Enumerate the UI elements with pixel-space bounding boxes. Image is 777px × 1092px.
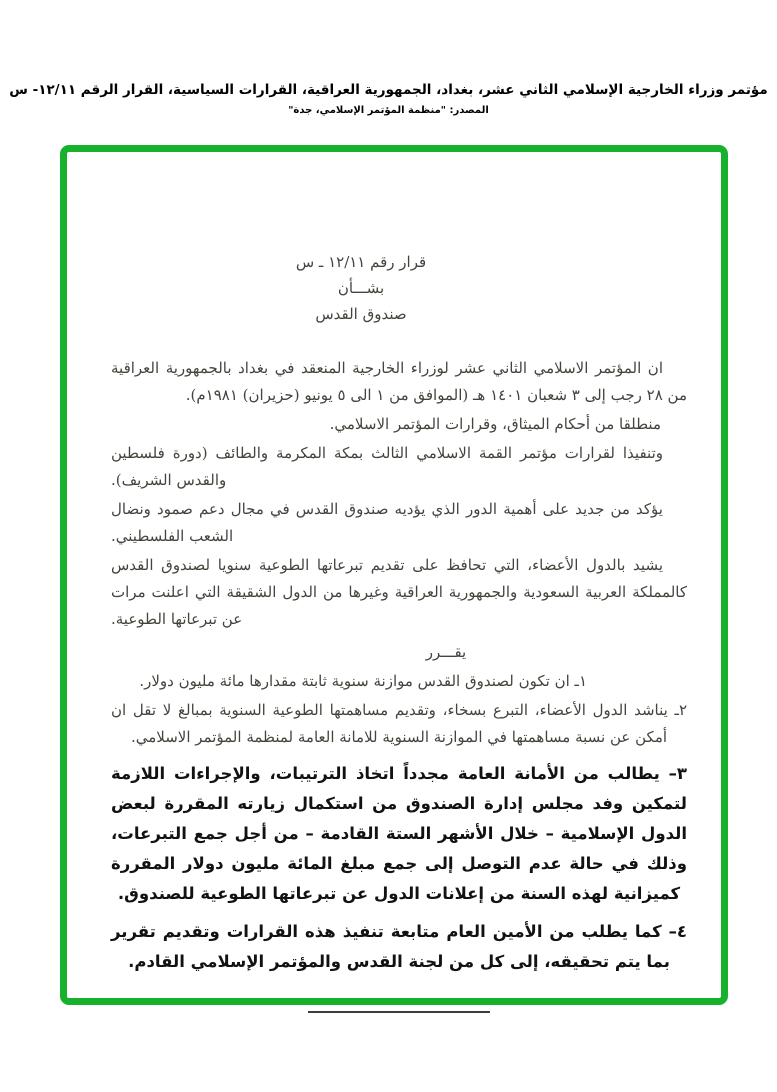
preamble-paragraph-4: يؤكد من جديد على أهمية الدور الذي يؤديه صندوق القدس في مجال دعم صمود ونضال الشعب الفلسطيني.: [111, 500, 663, 545]
resolution-item-1: ١ـ ان تكون لصندوق القدس موازنة سنوية ثابتة مقدارها مائة مليون دولار.: [139, 672, 587, 690]
end-rule: [308, 1011, 490, 1013]
source-line: المصدر: "منظمة المؤتمر الإسلامي، جدة": [288, 105, 489, 116]
resolution-item-3: ٣– يطالب من الأمانة العامة مجدداً اتخاذ الترتيبات، والإجراءات اللازمة لتمكين وفد مجلس إدارة الصندوق من استكمال زيارته المقررة لبعض الدول الإسلامية – خلال الأشهر الستة القادمة – من أجل جمع التبرعات، وذلك في حالة عدم التوصل إلى جمع مبلغ المائة مليون دولار المقررة كميزانية لهذه السنة من إعلانات الدول عن تبرعاتها الطوعية للصندوق.: [111, 764, 687, 903]
preamble-paragraph-5: يشيد بالدول الأعضاء، التي تحافظ على تقديم تبرعاتها الطوعية سنويا لصندوق القدس كالمملكة العربية السعودية والجمهورية العراقية وغيرها من الدول الشقيقة التي اعلنت مرات عن تبرعاتها الطوعية.: [111, 556, 687, 628]
document-header: [0, 82, 777, 116]
resolution-subject-line: صندوق القدس: [315, 305, 407, 323]
preamble-paragraph-1: ان المؤتمر الاسلامي الثاني عشر لوزراء الخارجية المنعقد في بغداد بالجمهورية العراقية من ٢٨ رجب إلى ٣ شعبان ١٤٠١ هـ (الموافق من ١ الى ٥ يونيو (حزيران) ١٩٨١م).: [111, 359, 687, 404]
citation-title: مؤتمر وزراء الخارجية الإسلامي الثاني عشر، بغداد، الجمهورية العراقية، القرارات السياسية، القرار الرقم ١٢/١١- س: [9, 82, 768, 98]
resolution-item-4: ٤– كما يطلب من الأمين العام متابعة تنفيذ هذه القرارات وتقديم تقرير بما يتم تحقيقه، إلى كل من لجنة القدس والمؤتمر الإسلامي القادم.: [111, 922, 687, 971]
resolution-number-line: قرار رقم ١٢/١١ ـ س: [295, 253, 427, 271]
preamble-paragraph-3: وتنفيذا لقرارات مؤتمر القمة الاسلامي الثالث بمكة المكرمة والطائف (دورة فلسطين والقدس الشريف).: [111, 444, 663, 489]
preamble-paragraph-2: منطلقا من أحكام الميثاق، وقرارات المؤتمر الاسلامي.: [329, 415, 661, 433]
resolution-title-block: [73, 249, 649, 327]
document-body: [67, 152, 721, 1013]
resolves-heading: يقـــرر: [425, 643, 467, 661]
resolution-item-2: ٢ـ يناشد الدول الأعضاء، التبرع بسخاء، وتقديم مساهمتها الطوعية السنوية بمبالغ لا تقل ان أمكن عن نسبة مساهمتها في الموازنة السنوية للامانة العامة لمنظمة المؤتمر الاسلامي.: [111, 701, 687, 746]
resolution-regarding-line: بشـــأن: [337, 279, 385, 297]
document-frame: [60, 145, 728, 1005]
